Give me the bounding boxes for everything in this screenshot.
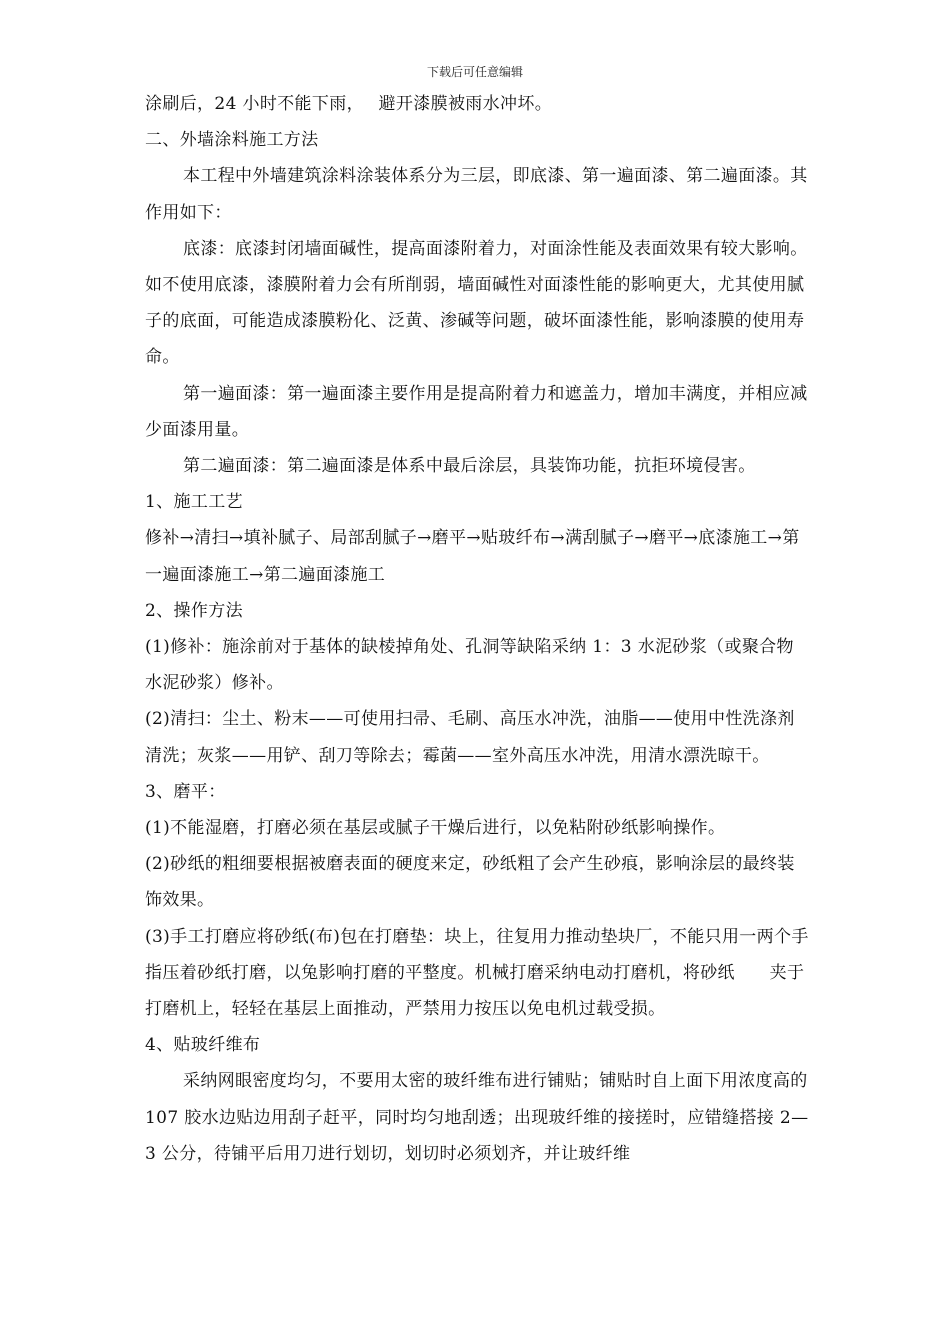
paragraph-fiberglass: 采纳网眼密度均匀，不要用太密的玻纤维布进行铺贴；铺贴时自上面下用浓度高的 107 胶水边贴边用刮子赶平，同时均匀地刮透；出现玻纤维的接搓时，应错缝搭接 2—3 公分，待铺平后用刀进行划切，划切时必须划齐，并让玻纤维 (145, 1071, 809, 1164)
paragraph-sanding-3: (3)手工打磨应将砂纸(布)包在打磨垫：块上，往复用力推动垫块厂，不能只用一两个手指压着砂纸打磨，以兔影响打磨的平整度。机械打磨采纳电动打磨机，将砂纸 夹于打磨机上，轻轻在基层上面推动，严禁用力按压以免电机过载受损。 (145, 926, 809, 1020)
paragraph-coating-system: 本工程中外墙建筑涂料涂装体系分为三层，即底漆、第一遍面漆、第二遍面漆。其作用如下： (145, 166, 808, 223)
section-heading-exterior-paint: 二、外墙涂料施工方法 (145, 130, 319, 151)
paragraph-process-flow: 修补→清扫→填补腻子、局部刮腻子→磨平→贴玻纤布→满刮腻子→磨平→底漆施工→第一遍面漆施工→第二遍面漆施工 (145, 528, 800, 585)
paragraph-sanding-2: (2)砂纸的粗细要根据被磨表面的硬度来定，砂纸粗了会产生砂痕，影响涂层的最终装饰效果。 (145, 854, 795, 911)
paragraph-second-topcoat: 第二遍面漆：第二遍面漆是体系中最后涂层，具装饰功能，抗拒环境侵害。 (183, 456, 756, 477)
heading-operation-method: 2、操作方法 (145, 600, 243, 621)
paragraph-primer: 底漆：底漆封闭墙面碱性，提高面漆附着力，对面涂性能及表面效果有较大影响。如不使用底漆，漆膜附着力会有所削弱，墙面碱性对面漆性能的影响更大，尤其使用腻子的底面，可能造成漆膜粉化、泛黄、渗碱等问题，破坏面漆性能，影响漆膜的使用寿命。 (145, 238, 808, 368)
heading-sanding: 3、磨平： (145, 781, 226, 802)
paragraph-rain-warning: 涂刷后，24 小时不能下雨， 避开漆膜被雨水冲坏。 (145, 94, 553, 114)
paragraph-cleaning: (2)清扫：尘土、粉末——可使用扫帚、毛刷、高压水冲洗，油脂——使用中性洗涤剂清洗；灰浆——用铲、刮刀等除去；霉菌——室外高压水冲洗，用清水漂洗晾干。 (145, 709, 795, 766)
heading-construction-process: 1、施工工艺 (145, 492, 243, 513)
paragraph-repair: (1)修补：施涂前对于基体的缺棱掉角处、孔洞等缺陷采纳 1：3 水泥砂浆（或聚合物水泥砂浆）修补。 (145, 637, 794, 694)
paragraph-sanding-1: (1)不能湿磨，打磨必须在基层或腻子干燥后进行，以免粘附砂纸影响操作。 (145, 818, 726, 839)
paragraph-first-topcoat: 第一遍面漆：第一遍面漆主要作用是提高附着力和遮盖力，增加丰满度，并相应减少面漆用量。 (145, 383, 808, 440)
document-body (145, 86, 810, 1172)
page-header: 下载后可任意编辑 (426, 65, 523, 79)
heading-fiberglass-cloth: 4、贴玻纤维布 (145, 1035, 261, 1056)
